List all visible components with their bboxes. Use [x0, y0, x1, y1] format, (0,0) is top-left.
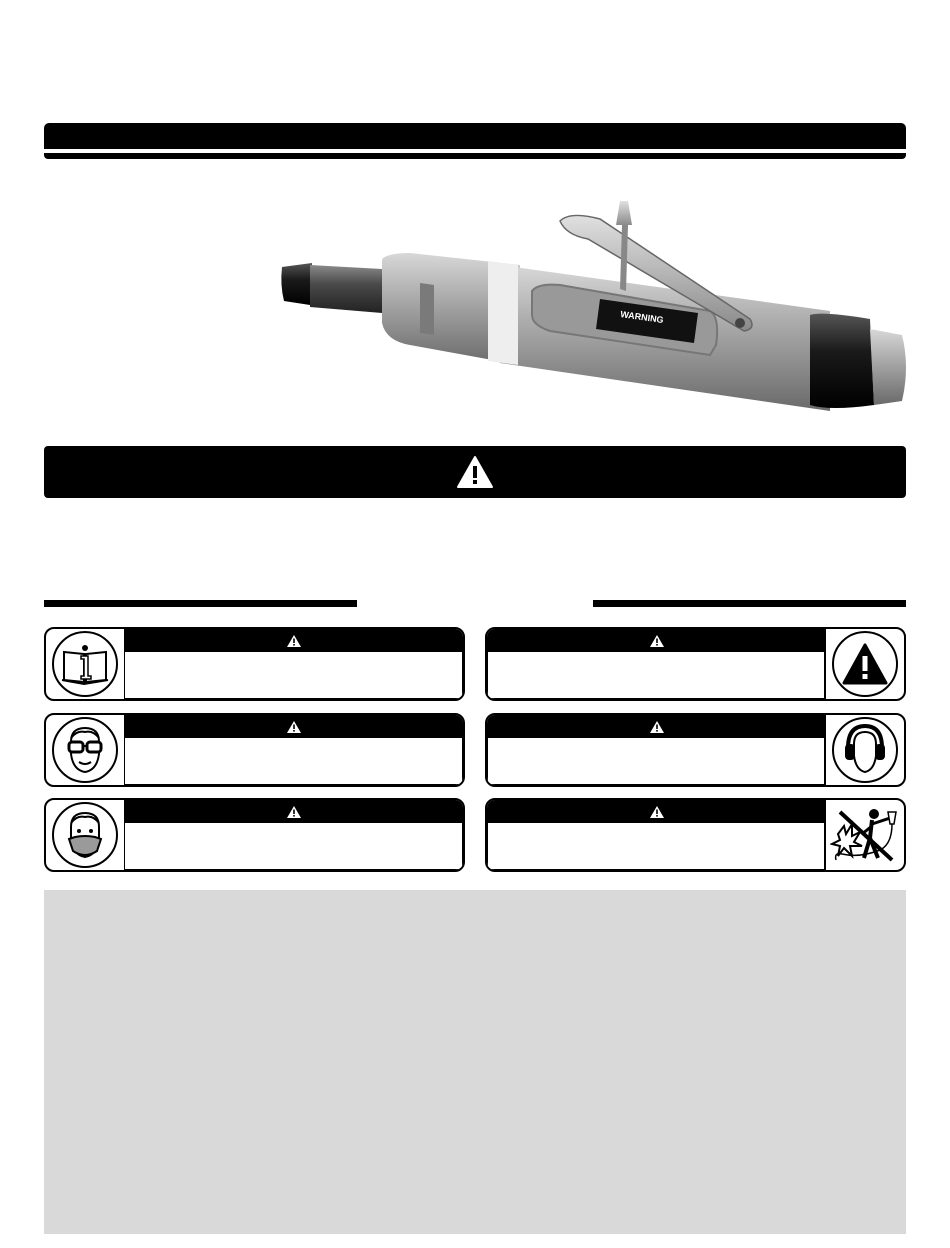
- card-body-text: [487, 652, 826, 699]
- warning-banner: [44, 446, 906, 498]
- safety-card-general-warning: [485, 627, 906, 701]
- safety-card-hearing-protection: [485, 713, 906, 787]
- warning-triangle-icon: [650, 806, 664, 818]
- warning-triangle-icon: [650, 721, 664, 733]
- read-manual-icon: [60, 642, 110, 686]
- warning-triangle-icon: [456, 455, 494, 489]
- card-body-text: [124, 652, 463, 699]
- hearing-protection-icon: [842, 724, 888, 776]
- icon-cell: [46, 629, 126, 699]
- die-grinder-photo: [270, 195, 920, 425]
- card-header: [124, 629, 463, 652]
- card-header: [124, 715, 463, 738]
- info-panel: [44, 890, 906, 1234]
- title-rule: [44, 153, 906, 159]
- warning-triangle-icon: [287, 806, 301, 818]
- section-rule-left: [44, 600, 357, 607]
- card-body-text: [124, 823, 463, 870]
- card-header: [487, 629, 826, 652]
- warning-triangle-icon: [287, 635, 301, 647]
- icon-cell: [824, 629, 904, 699]
- card-header: [124, 800, 463, 823]
- safety-card-eye-protection: [44, 713, 465, 787]
- card-header: [487, 715, 826, 738]
- icon-cell: [46, 715, 126, 785]
- warning-triangle-icon: [650, 635, 664, 647]
- safety-card-explosion-hazard: [485, 798, 906, 872]
- general-warning-icon: [842, 643, 888, 685]
- warning-label-text: WARNING: [619, 309, 665, 326]
- card-body-text: [487, 823, 826, 870]
- title-bar: [44, 123, 906, 149]
- section-rule-right: [593, 600, 906, 607]
- explosion-hazard-icon: [830, 804, 900, 866]
- card-body-text: [124, 738, 463, 785]
- card-header: [487, 800, 826, 823]
- icon-cell: [824, 715, 904, 785]
- safety-card-read-manual: [44, 627, 465, 701]
- safety-card-respiratory-mask: [44, 798, 465, 872]
- icon-cell: [824, 800, 904, 870]
- eye-protection-icon: [63, 724, 107, 776]
- warning-triangle-icon: [287, 721, 301, 733]
- respiratory-mask-icon: [63, 809, 107, 861]
- card-body-text: [487, 738, 826, 785]
- icon-cell: [46, 800, 126, 870]
